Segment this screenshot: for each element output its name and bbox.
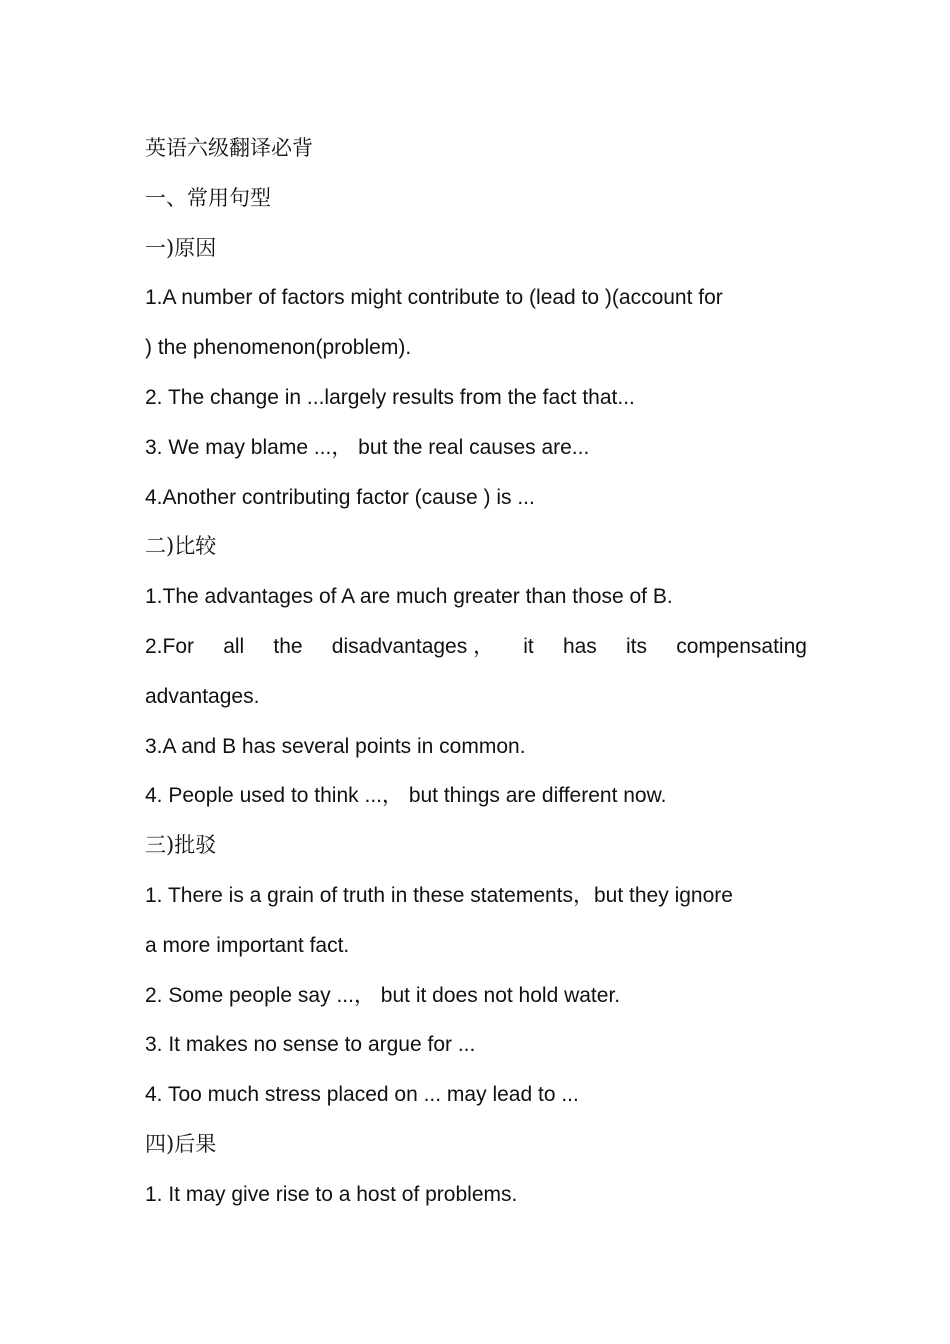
sentence-line: ) the phenomenon(problem).: [145, 336, 412, 360]
sentence-line: 4.Another contributing factor (cause ) is ...: [145, 485, 535, 509]
word: the: [273, 634, 303, 658]
sentence-line: 1. There is a grain of truth in these statements，but they ignore: [145, 883, 733, 907]
sentence-line: 3. It makes no sense to argue for ...: [145, 1033, 476, 1057]
sentence-line: 2. Some people say ...， but it does not hold water.: [145, 983, 621, 1007]
subsection-heading-reasons: 一)原因: [145, 235, 217, 260]
subsection-heading-comparison: 二)比较: [145, 534, 217, 559]
subsection-heading-refutation: 三)批驳: [145, 833, 217, 858]
sentence-line: 1.A number of factors might contribute to (lead to )(account for: [145, 286, 723, 310]
sentence-line: 4. People used to think ...， but things are different now.: [145, 784, 667, 808]
word: disadvantages ，: [331, 634, 495, 658]
word: has: [562, 634, 597, 658]
word: compensating: [676, 634, 807, 658]
sentence-line: advantages.: [145, 684, 260, 708]
word: 2.For: [145, 634, 195, 658]
word: its: [626, 634, 647, 658]
sentence-line: 2. The change in ...largely results from the fact that...: [145, 385, 635, 409]
document-body: [145, 124, 807, 1220]
sentence-line: 1.The advantages of A are much greater than those of B.: [145, 585, 673, 609]
word: all: [223, 634, 245, 658]
sentence-line: 4. Too much stress placed on ... may lead to ...: [145, 1083, 579, 1107]
sentence-line: 3.A and B has several points in common.: [145, 734, 526, 758]
sentence-line: a more important fact.: [145, 933, 350, 957]
sentence-line: 3. We may blame ...， but the real causes are...: [145, 435, 590, 459]
document-title: 英语六级翻译必背: [145, 136, 313, 160]
word: it: [523, 634, 534, 658]
subsection-heading-consequences: 四)后果: [145, 1131, 217, 1156]
section-heading: 一、常用句型: [145, 185, 271, 210]
sentence-line: 1. It may give rise to a host of problems.: [145, 1182, 518, 1206]
sentence-line-justified: [145, 622, 807, 672]
